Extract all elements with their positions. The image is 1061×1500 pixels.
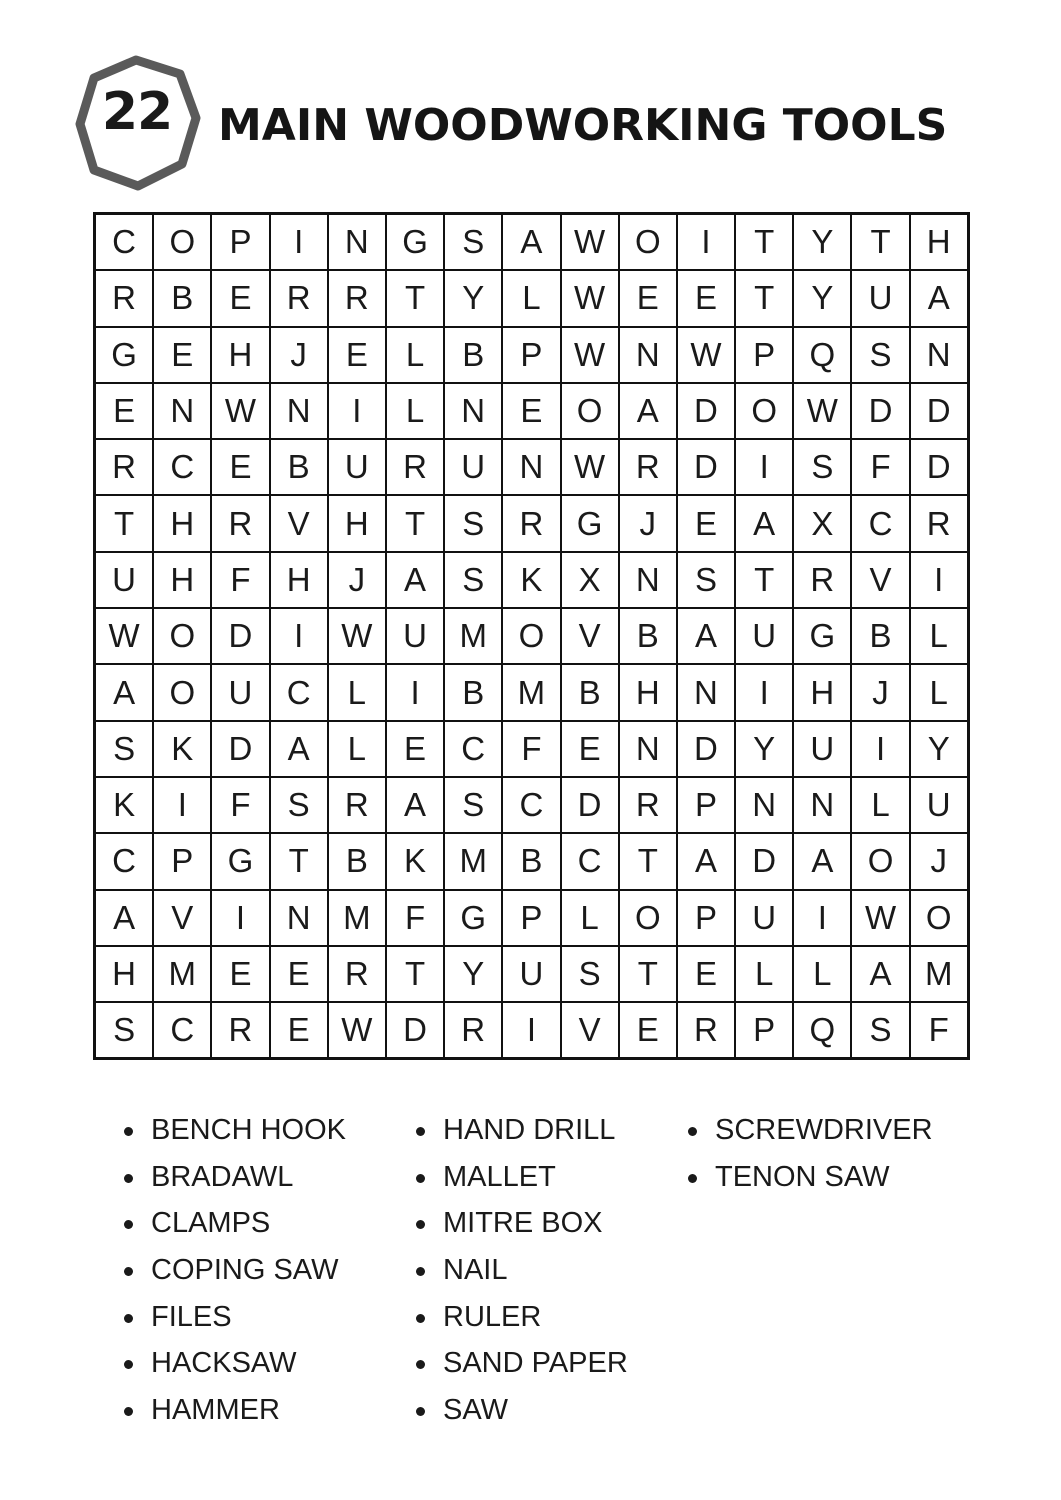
grid-cell[interactable]: L [910,664,969,720]
grid-cell[interactable]: P [677,777,735,833]
grid-cell[interactable]: N [677,664,735,720]
grid-cell[interactable]: U [910,777,969,833]
grid-cell[interactable]: G [444,890,502,946]
grid-cell[interactable]: C [502,777,560,833]
grid-cell[interactable]: F [851,439,909,495]
grid-cell[interactable]: X [793,495,851,551]
grid-cell[interactable]: Y [735,721,793,777]
word-label: CLAMPS [151,1207,271,1240]
grid-cell[interactable]: P [153,833,211,889]
grid-cell[interactable]: E [270,946,328,1002]
grid-cell[interactable]: N [270,383,328,439]
grid-cell[interactable]: P [502,327,560,383]
word-list-item [688,1161,933,1208]
grid-cell[interactable]: F [386,890,444,946]
bullet-icon [124,1407,133,1416]
grid-cell[interactable]: S [270,777,328,833]
grid-cell[interactable]: S [444,777,502,833]
grid-cell[interactable]: N [502,439,560,495]
grid-cell[interactable]: V [851,552,909,608]
grid-cell[interactable]: O [153,608,211,664]
grid-cell[interactable]: D [677,383,735,439]
grid-cell[interactable]: Y [444,946,502,1002]
grid-cell[interactable]: A [793,833,851,889]
bullet-icon [124,1314,133,1323]
grid-cell[interactable]: D [386,1002,444,1059]
grid-cell[interactable]: A [95,890,154,946]
grid-cell[interactable]: T [386,270,444,326]
grid-cell[interactable]: W [561,214,619,271]
grid-cell[interactable]: H [153,552,211,608]
grid-cell[interactable]: S [444,214,502,271]
grid-cell[interactable]: M [910,946,969,1002]
grid-cell[interactable]: T [619,833,677,889]
grid-cell[interactable]: E [270,1002,328,1059]
grid-row [95,664,969,720]
grid-cell[interactable]: R [95,270,154,326]
grid-cell[interactable]: I [211,890,269,946]
grid-cell[interactable]: C [153,439,211,495]
grid-cell[interactable]: X [561,552,619,608]
grid-cell[interactable]: L [851,777,909,833]
word-label: HACKSAW [151,1347,297,1380]
grid-row [95,383,969,439]
grid-cell[interactable]: S [793,439,851,495]
grid-cell[interactable]: O [910,890,969,946]
word-list-column-3 [688,1114,933,1207]
grid-cell[interactable]: J [851,664,909,720]
word-label: BRADAWL [151,1160,294,1193]
grid-cell[interactable]: L [793,946,851,1002]
word-list-item [416,1301,628,1348]
grid-cell[interactable]: T [270,833,328,889]
grid-cell[interactable]: C [270,664,328,720]
grid-row [95,890,969,946]
grid-cell[interactable]: U [502,946,560,1002]
word-list-item [688,1114,933,1161]
grid-cell[interactable]: F [502,721,560,777]
grid-cell[interactable]: B [328,833,386,889]
word-list-item [124,1394,346,1441]
grid-cell[interactable]: A [95,664,154,720]
grid-cell[interactable]: W [851,890,909,946]
puzzle-number-badge [72,52,202,194]
grid-cell[interactable]: D [211,608,269,664]
bullet-icon [416,1220,425,1229]
grid-cell[interactable]: C [444,721,502,777]
grid-cell[interactable]: N [328,214,386,271]
grid-cell[interactable]: M [444,608,502,664]
grid-cell[interactable]: P [211,214,269,271]
grid-cell[interactable]: H [910,214,969,271]
grid-cell[interactable]: O [153,664,211,720]
grid-cell[interactable]: H [793,664,851,720]
grid-cell[interactable]: I [270,608,328,664]
grid-row [95,270,969,326]
grid-cell[interactable]: B [851,608,909,664]
grid-cell[interactable]: W [211,383,269,439]
grid-cell[interactable]: N [619,327,677,383]
word-list-item [416,1114,628,1161]
word-search-grid [93,212,970,1060]
grid-cell[interactable]: D [910,383,969,439]
grid-cell[interactable]: E [677,495,735,551]
grid-cell[interactable]: F [211,552,269,608]
word-label: SAW [443,1394,508,1427]
grid-cell[interactable]: E [502,383,560,439]
grid-cell[interactable]: B [153,270,211,326]
grid-cell[interactable]: I [793,890,851,946]
grid-cell[interactable]: R [619,439,677,495]
grid-cell[interactable]: U [793,721,851,777]
grid-row [95,1002,969,1059]
grid-cell[interactable]: I [735,439,793,495]
grid-cell[interactable]: B [444,664,502,720]
grid-cell[interactable]: E [95,383,154,439]
grid-cell[interactable]: U [735,890,793,946]
grid-cell[interactable]: W [561,439,619,495]
grid-cell[interactable]: B [444,327,502,383]
grid-cell[interactable]: N [153,383,211,439]
grid-cell[interactable]: N [735,777,793,833]
grid-cell[interactable]: Y [444,270,502,326]
grid-row [95,439,969,495]
grid-row [95,946,969,1002]
word-list-column-1 [124,1114,346,1441]
grid-cell[interactable]: E [153,327,211,383]
grid-cell[interactable]: G [211,833,269,889]
bullet-icon [124,1220,133,1229]
grid-cell[interactable]: E [211,439,269,495]
grid-cell[interactable]: T [619,946,677,1002]
grid-cell[interactable]: R [270,270,328,326]
grid-cell[interactable]: I [677,214,735,271]
grid-cell[interactable]: A [910,270,969,326]
grid-cell[interactable]: O [502,608,560,664]
bullet-icon [416,1174,425,1183]
grid-cell[interactable]: C [851,495,909,551]
bullet-icon [416,1314,425,1323]
grid-cell[interactable]: L [386,383,444,439]
grid-cell[interactable]: W [561,327,619,383]
grid-cell[interactable]: M [153,946,211,1002]
grid-cell[interactable]: E [211,946,269,1002]
grid-cell[interactable]: R [910,495,969,551]
grid-cell[interactable]: W [677,327,735,383]
grid-cell[interactable]: B [561,664,619,720]
word-list-item [124,1347,346,1394]
grid-cell[interactable]: S [444,552,502,608]
grid-cell[interactable]: T [735,552,793,608]
grid-cell[interactable]: N [619,721,677,777]
word-label: FILES [151,1300,232,1333]
grid-cell[interactable]: U [328,439,386,495]
puzzle-number: 22 [101,82,173,142]
grid-cell[interactable]: N [619,552,677,608]
word-list-item [416,1394,628,1441]
grid-cell[interactable]: U [95,552,154,608]
grid-cell[interactable]: M [502,664,560,720]
grid-cell[interactable]: S [561,946,619,1002]
grid-cell[interactable]: Q [793,1002,851,1059]
grid-cell[interactable]: U [735,608,793,664]
grid-cell[interactable]: I [851,721,909,777]
grid-cell[interactable]: N [270,890,328,946]
grid-cell[interactable]: E [561,721,619,777]
grid-cell[interactable]: V [153,890,211,946]
grid-cell[interactable]: R [619,777,677,833]
grid-cell[interactable]: P [502,890,560,946]
grid-cell[interactable]: L [561,890,619,946]
grid-cell[interactable]: T [851,214,909,271]
grid-cell[interactable]: R [211,495,269,551]
grid-cell[interactable]: T [386,946,444,1002]
bullet-icon [688,1127,697,1136]
grid-cell[interactable]: W [328,608,386,664]
grid-cell[interactable]: G [95,327,154,383]
grid-cell[interactable]: N [910,327,969,383]
grid-cell[interactable]: J [328,552,386,608]
grid-cell[interactable]: B [502,833,560,889]
puzzle-title: MAIN WOODWORKING TOOLS [218,100,948,151]
grid-cell[interactable]: E [386,721,444,777]
grid-cell[interactable]: U [386,608,444,664]
grid-cell[interactable]: S [851,327,909,383]
grid-row [95,833,969,889]
grid-cell[interactable]: R [328,270,386,326]
grid-cell[interactable]: W [328,1002,386,1059]
grid-cell[interactable]: T [386,495,444,551]
grid-cell[interactable]: I [910,552,969,608]
grid-cell[interactable]: A [851,946,909,1002]
grid-cell[interactable]: G [793,608,851,664]
grid-cell[interactable]: I [153,777,211,833]
grid-cell[interactable]: N [444,383,502,439]
word-label: SAND PAPER [443,1347,628,1380]
grid-cell[interactable]: H [328,495,386,551]
grid-cell[interactable]: W [793,383,851,439]
grid-cell[interactable]: E [619,1002,677,1059]
bullet-icon [124,1174,133,1183]
grid-cell[interactable]: O [851,833,909,889]
grid-cell[interactable]: H [153,495,211,551]
word-label: HAMMER [151,1394,280,1427]
grid-cell[interactable]: O [153,214,211,271]
word-label: TENON SAW [715,1160,890,1193]
grid-cell[interactable]: U [851,270,909,326]
word-list-column-2 [416,1114,628,1441]
grid-cell[interactable]: D [910,439,969,495]
grid-cell[interactable]: A [386,777,444,833]
bullet-icon [416,1407,425,1416]
grid-cell[interactable]: S [677,552,735,608]
grid-cell[interactable]: Y [793,214,851,271]
bullet-icon [124,1267,133,1276]
grid-cell[interactable]: J [910,833,969,889]
grid-cell[interactable]: W [561,270,619,326]
grid-cell[interactable]: E [328,327,386,383]
grid-cell[interactable]: H [270,552,328,608]
grid-cell[interactable]: G [386,214,444,271]
word-list-item [416,1347,628,1394]
grid-cell[interactable]: F [910,1002,969,1059]
grid-cell[interactable]: R [502,495,560,551]
word-list-item [124,1207,346,1254]
grid-cell[interactable]: M [444,833,502,889]
grid-cell[interactable]: A [677,608,735,664]
grid-cell[interactable]: Y [910,721,969,777]
grid-cell[interactable]: Q [793,327,851,383]
grid-cell[interactable]: R [677,1002,735,1059]
grid-cell[interactable]: Y [793,270,851,326]
grid-cell[interactable]: D [677,721,735,777]
grid-cell[interactable]: T [735,214,793,271]
grid-cell[interactable]: R [793,552,851,608]
grid-cell[interactable]: I [328,383,386,439]
grid-cell[interactable]: V [270,495,328,551]
grid-cell[interactable]: L [502,270,560,326]
grid-cell[interactable]: U [211,664,269,720]
grid-row [95,552,969,608]
bullet-icon [124,1360,133,1369]
grid-cell[interactable]: P [735,327,793,383]
grid-cell[interactable]: D [735,833,793,889]
bullet-icon [124,1127,133,1136]
grid-cell[interactable]: S [95,721,154,777]
word-list-item [124,1114,346,1161]
word-list-item [416,1161,628,1208]
word-list-item [416,1207,628,1254]
grid-cell[interactable]: W [95,608,154,664]
grid-cell[interactable]: I [735,664,793,720]
word-list-item [124,1301,346,1348]
grid-cell[interactable]: S [444,495,502,551]
word-label: MITRE BOX [443,1207,603,1240]
grid-cell[interactable]: O [619,214,677,271]
grid-cell[interactable]: O [735,383,793,439]
grid-cell[interactable]: H [95,946,154,1002]
grid-cell[interactable]: D [561,777,619,833]
grid-cell[interactable]: G [561,495,619,551]
grid-cell[interactable]: H [211,327,269,383]
grid-cell[interactable]: F [211,777,269,833]
grid-cell[interactable]: U [444,439,502,495]
word-label: COPING SAW [151,1254,339,1287]
grid-cell[interactable]: E [677,946,735,1002]
grid-cell[interactable]: B [270,439,328,495]
grid-cell[interactable]: K [95,777,154,833]
grid-cell[interactable]: R [328,946,386,1002]
grid-row [95,777,969,833]
grid-cell[interactable]: A [270,721,328,777]
grid-cell[interactable]: D [851,383,909,439]
grid-cell[interactable]: K [386,833,444,889]
grid-cell[interactable]: L [386,327,444,383]
word-label: HAND DRILL [443,1114,616,1146]
grid-cell[interactable]: B [619,608,677,664]
grid-row [95,721,969,777]
grid-cell[interactable]: E [211,270,269,326]
grid-cell[interactable]: D [677,439,735,495]
grid-cell[interactable]: S [851,1002,909,1059]
grid-cell[interactable]: O [561,383,619,439]
grid-cell[interactable]: A [502,214,560,271]
grid-cell[interactable]: E [677,270,735,326]
grid-cell[interactable]: R [386,439,444,495]
grid-cell[interactable]: R [444,1002,502,1059]
grid-cell[interactable]: K [153,721,211,777]
grid-cell[interactable]: E [619,270,677,326]
word-list-item [124,1161,346,1208]
word-label: NAIL [443,1254,508,1287]
grid-cell[interactable]: H [619,664,677,720]
grid-cell[interactable]: V [561,608,619,664]
grid-cell[interactable]: A [735,495,793,551]
grid-cell[interactable]: J [619,495,677,551]
grid-cell[interactable]: S [95,1002,154,1059]
word-label: SCREWDRIVER [715,1114,933,1146]
grid-row [95,495,969,551]
word-label: RULER [443,1300,542,1333]
grid-cell[interactable]: A [677,833,735,889]
grid-cell[interactable]: C [95,833,154,889]
grid-row [95,214,969,271]
grid-cell[interactable]: L [328,721,386,777]
grid-cell[interactable]: V [561,1002,619,1059]
grid-cell[interactable]: T [95,495,154,551]
grid-cell[interactable]: L [735,946,793,1002]
grid-cell[interactable]: A [619,383,677,439]
grid-cell[interactable]: L [328,664,386,720]
grid-cell[interactable]: K [502,552,560,608]
grid-cell[interactable]: I [386,664,444,720]
bullet-icon [416,1127,425,1136]
grid-cell[interactable]: I [270,214,328,271]
grid-cell[interactable]: L [910,608,969,664]
grid-row [95,327,969,383]
grid-cell[interactable]: D [211,721,269,777]
grid-cell[interactable]: C [153,1002,211,1059]
word-list-item [416,1254,628,1301]
bullet-icon [688,1174,697,1183]
grid-cell[interactable]: N [793,777,851,833]
word-list-item [124,1254,346,1301]
bullet-icon [416,1360,425,1369]
grid-cell[interactable]: O [619,890,677,946]
grid-cell[interactable]: J [270,327,328,383]
grid-cell[interactable]: R [211,1002,269,1059]
grid-cell[interactable]: R [95,439,154,495]
grid-cell[interactable]: P [735,1002,793,1059]
bullet-icon [416,1267,425,1276]
grid-cell[interactable]: M [328,890,386,946]
grid-cell[interactable]: R [328,777,386,833]
grid-cell[interactable]: C [561,833,619,889]
grid-cell[interactable]: A [386,552,444,608]
word-label: MALLET [443,1160,556,1193]
grid-row [95,608,969,664]
grid-cell[interactable]: P [677,890,735,946]
grid-cell[interactable]: T [735,270,793,326]
grid-cell[interactable]: I [502,1002,560,1059]
word-label: BENCH HOOK [151,1114,346,1146]
grid-cell[interactable]: C [95,214,154,271]
